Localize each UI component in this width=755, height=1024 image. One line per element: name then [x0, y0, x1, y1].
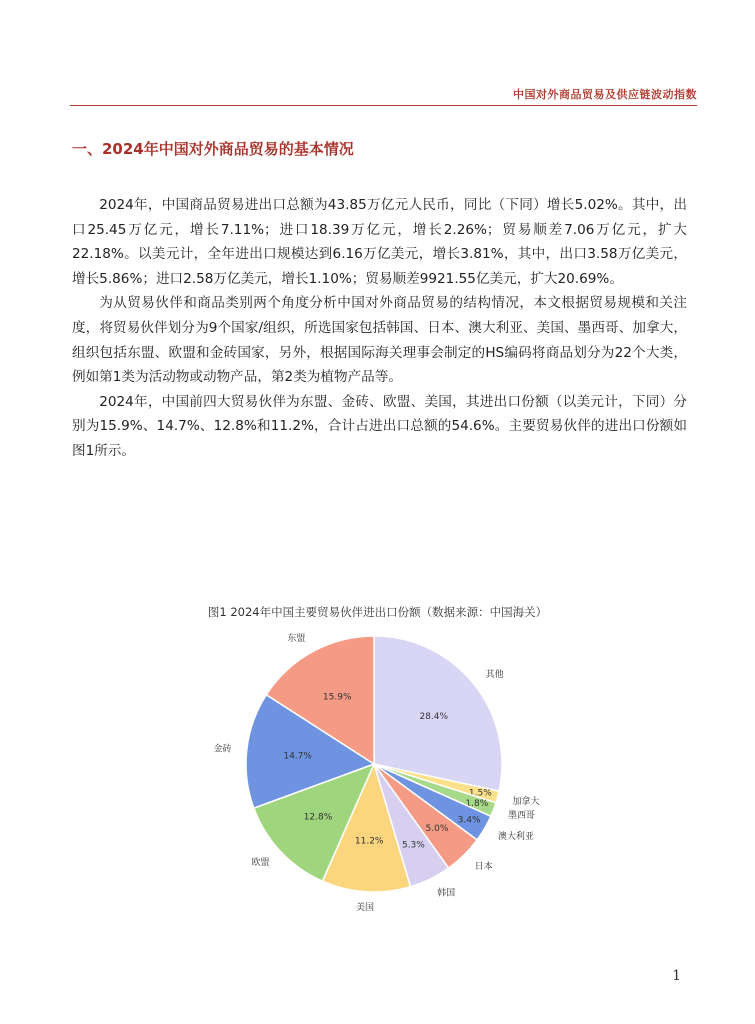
running-header-title: 中国对外商品贸易及供应链波动指数	[513, 88, 697, 101]
slice-category-label-6: 美国	[355, 903, 375, 914]
paragraph-1: 2024年，中国商品贸易进出口总额为43.85万亿元人民币，同比（下同）增长5.02%。其中，出口25.45万亿元，增长7.11%；进口18.39万亿元，增长2.26%；贸易顺差7.06万亿元，扩大22.18%。以美元计，全年进出口规模达到6.16万亿美元，增长3.81%，其中，出口3.58万亿美元，增长5.86%；进口2.58万亿美元，增长1.10%；贸易顺差9921.55亿美元，扩大20.69%。	[72, 197, 687, 287]
pie-chart	[190, 628, 570, 928]
slice-category-label-5: 韩国	[437, 888, 456, 899]
slice-value-label-8: 14.7%	[283, 751, 312, 762]
page-number: 1	[672, 968, 681, 984]
slice-value-label-7: 12.8%	[303, 812, 333, 823]
paragraph-2: 为从贸易伙伴和商品类别两个角度分析中国对外商品贸易的结构情况，本文根据贸易规模和关注度，将贸易伙伴划分为9个国家/组织，所选国家包括韩国、日本、澳大利亚、美国、墨西哥、加拿大，组织包括东盟、欧盟和金砖国家，另外，根据国际海关理事会制定的HS编码将商品划分为22个大类，例如第1类为活动物或动物产品，第2类为植物产品等。	[72, 295, 687, 386]
slice-category-label-1: 加拿大	[512, 796, 540, 807]
slice-value-label-4: 5.0%	[425, 823, 449, 834]
header-divider	[70, 105, 697, 106]
body-text	[72, 193, 687, 464]
slice-value-label-6: 11.2%	[354, 836, 384, 847]
slice-category-label-4: 日本	[474, 862, 493, 873]
slice-category-label-3: 澳大利亚	[497, 832, 534, 843]
slice-value-label-0: 28.4%	[419, 711, 449, 722]
slice-category-label-9: 东盟	[287, 634, 306, 645]
slice-value-label-3: 3.4%	[457, 815, 481, 826]
slice-category-label-7: 欧盟	[251, 858, 270, 869]
slice-value-label-1: 1.5%	[468, 788, 492, 799]
section-title: 一、2024年中国对外商品贸易的基本情况	[72, 140, 354, 158]
figure-caption: 图1 2024年中国主要贸易伙伴进出口份额（数据来源：中国海关）	[207, 605, 548, 619]
slice-category-label-2: 墨西哥	[507, 811, 535, 822]
slice-category-label-0: 其他	[485, 670, 504, 681]
slice-value-label-9: 15.9%	[322, 692, 352, 703]
slice-value-label-5: 5.3%	[401, 840, 425, 851]
paragraph-3: 2024年，中国前四大贸易伙伴为东盟、金砖、欧盟、美国，其进出口份额（以美元计，下同）分别为15.9%、14.7%、12.8%和11.2%，合计占进出口总额的54.6%。主要贸易伙伴的进出口份额如图1所示。	[72, 393, 687, 459]
slice-value-label-2: 1.8%	[465, 799, 489, 810]
slice-category-label-8: 金砖	[213, 744, 232, 755]
